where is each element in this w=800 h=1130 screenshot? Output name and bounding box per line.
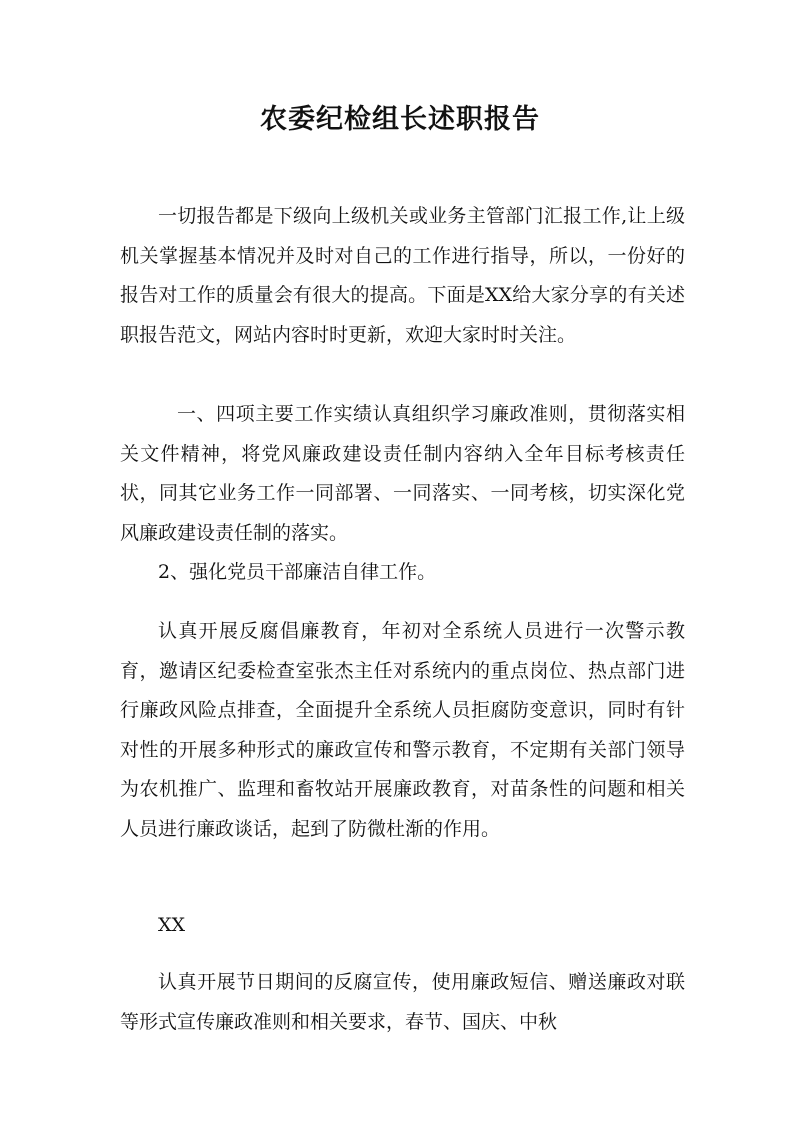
paragraph-festival: 认真开展节日期间的反腐宣传，使用廉政短信、赠送廉政对联等形式宣传廉政准则和相关要求，春节、国庆、中秋 — [120, 971, 685, 1033]
paragraph-xx: XX — [158, 914, 186, 936]
document-title: 农委纪检组长述职报告 — [260, 104, 540, 135]
paragraph-section-2-body: 认真开展反腐倡廉教育，年初对全系统人员进行一次警示教育，邀请区纪委检查室张杰主任对系统内的重点岗位、热点部门进行廉政风险点排查，全面提升全系统人员拒腐防变意识，同时有针对性的开展多种形式的廉政宣传和警示教育，不定期有关部门领导为农机推广、监理和畜牧站开展廉政教育，对苗条性的问题和相关人员进行廉政谈话，起到了防微杜渐的作用。 — [120, 620, 685, 840]
paragraph-intro: 一切报告都是下级向上级机关或业务主管部门汇报工作,让上级机关掌握基本情况并及时对自己的工作进行指导，所以，一份好的报告对工作的质量会有很大的提高。下面是XX给大家分享的有关述职报告范文，网站内容时时更新，欢迎大家时时关注。 — [120, 205, 685, 346]
paragraph-section-1: 一、四项主要工作实绩认真组织学习廉政准则，贯彻落实相关文件精神，将党风廉政建设责任制内容纳入全年目标考核责任状，同其它业务工作一同部署、一同落实、一同考核，切实深化党风廉政建设责任制的落实。 — [120, 403, 685, 544]
paragraph-section-2-heading: 2、强化党员干部廉洁自律工作。 — [158, 561, 437, 583]
